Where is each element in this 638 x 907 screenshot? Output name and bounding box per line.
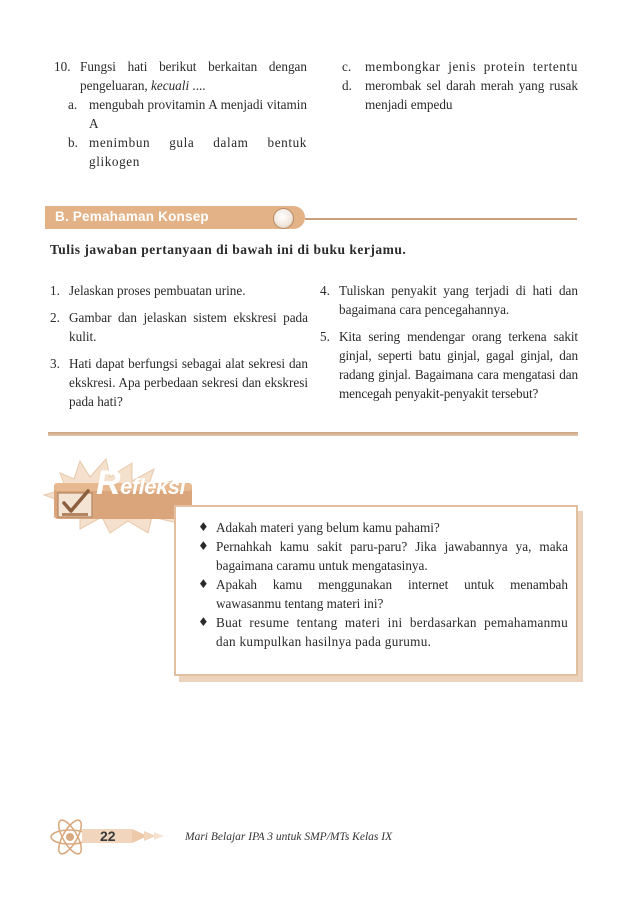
diamond-bullet-icon: ♦ [198, 539, 209, 553]
essay-question-4: 4. Tuliskan penyakit yang terjadi di hati dan bagaimana cara pencegahannya. [320, 283, 578, 317]
question-number: 10. [54, 59, 71, 74]
page-number-arrow [82, 826, 167, 846]
essay-column-right [320, 281, 578, 411]
option-c: c. membongkar jenis protein tertentu [342, 59, 578, 74]
section-title: B. Pemahaman Konsep [55, 209, 209, 224]
option-b: b. menimbun gula dalam bentuk glikogen [68, 135, 307, 169]
essay-question-3: 3. Hati dapat berfungsi sebagai alat sekresi dan ekskresi. Apa perbedaan sekresi dan ekskresi pada hati? [50, 356, 308, 409]
essay-question-2: 2. Gambar dan jelaskan sistem ekskresi pada kulit. [50, 310, 308, 344]
list-item: ♦ Apakah kamu menggunakan internet untuk menambah wawasanmu tentang materi ini? [198, 577, 568, 611]
book-title: Mari Belajar IPA 3 untuk SMP/MTs Kelas IX [185, 831, 393, 843]
section-instruction: Tulis jawaban pertanyaan di bawah ini di buku kerjamu. [50, 242, 407, 257]
mc-question-10-continued [342, 57, 578, 114]
diamond-bullet-icon: ♦ [198, 615, 209, 629]
circle-ornament-icon [273, 208, 294, 229]
list-item: ♦ Adakah materi yang belum kamu pahami? [198, 520, 440, 535]
section-end-divider [48, 432, 578, 436]
option-a: a. mengubah provitamin A menjadi vitamin A [68, 97, 307, 131]
list-item: ♦ Pernahkah kamu sakit paru-paru? Jika jawabannya ya, maka bagaimana caramu untuk mengatasinya. [198, 539, 568, 573]
essay-question-5: 5. Kita sering mendengar orang terkena sakit ginjal, seperti batu ginjal, gagal ginjal, dan radang ginjal. Bagaimana cara mengatasi dan mencegah penyakit-penyakit tersebut? [320, 329, 578, 401]
section-divider [305, 218, 577, 220]
mc-question-10 [54, 57, 307, 171]
question-text: Fungsi hati berikut berkaitan dengan pengeluaran, kecuali .... [80, 59, 307, 93]
page-number: 22 [100, 828, 116, 844]
option-d: d. merombak sel darah merah yang rusak menjadi empedu [342, 78, 578, 112]
list-item: ♦ Buat resume tentang materi ini berdasarkan pemahamanmu dan kumpulkan hasilnya pada gurumu. [198, 615, 568, 649]
diamond-bullet-icon: ♦ [198, 520, 209, 534]
essay-column-left [50, 281, 308, 419]
refleksi-list [198, 518, 568, 651]
refleksi-title: Refleksi [96, 464, 186, 502]
essay-question-1: 1. Jelaskan proses pembuatan urine. [50, 283, 246, 298]
diamond-bullet-icon: ♦ [198, 577, 209, 591]
